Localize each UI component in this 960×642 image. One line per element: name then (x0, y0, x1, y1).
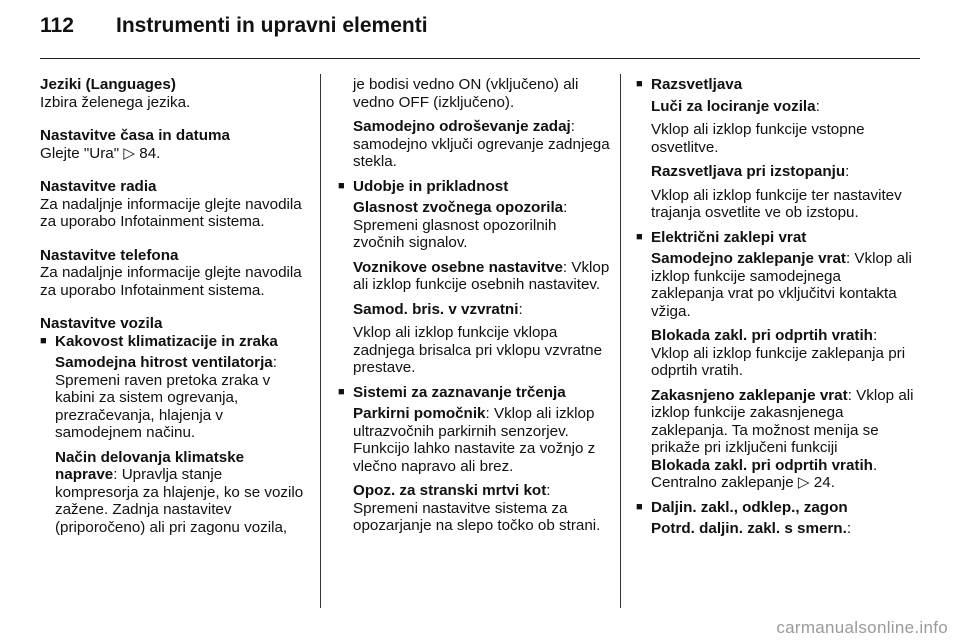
item-colon: : (518, 300, 523, 318)
column-divider (320, 74, 321, 608)
item-colon: : (845, 163, 850, 180)
item-exit-lighting (636, 163, 914, 222)
item-text: : Vklop ali izklop funkcije samodejnega zaklepanja vrat po vključitvi kontakta vžiga. (651, 250, 912, 320)
item-title: Opoz. za stranski mrtvi kot (353, 482, 547, 499)
section-title: Nastavitve časa in datuma (40, 127, 230, 144)
column-3 (636, 76, 914, 545)
chapter-title: Instrumenti in upravni elementi (116, 14, 428, 37)
page-header (40, 14, 428, 50)
bullet-door-locks: ■ Električni zaklepi vrat (636, 229, 914, 247)
item-chime-volume (338, 199, 610, 252)
item-fan-speed (40, 354, 308, 442)
page-number: 112 (40, 14, 74, 37)
item-continued: je bodisi vedno ON (vključeno) ali vedno OFF (izključeno). (353, 76, 579, 111)
item-text: : Spremeni raven pretoka zraka v kabini za sistem ogrevanja, prezračevanja, hlajenja v samodejnem načinu. (55, 354, 277, 441)
section-radio (40, 178, 308, 231)
section-text: Za nadaljnje informacije glejte navodila za uporabo Infotainment sistema. (40, 264, 302, 299)
section-title: Nastavitve telefona (40, 246, 179, 264)
column-1 (40, 76, 308, 543)
item-title: Način delovanja klimatske naprave (55, 448, 245, 483)
item-rear-wiper (338, 301, 610, 377)
section-text: Za nadaljnje informacije glejte navodila za uporabo Infotainment sistema. (40, 195, 302, 230)
item-text: : Vklop ali izklop ultrazvočnih parkirnih senzorjev. Funkcijo lahko nastavite za vožnjo z vlečno napravo ali brez. (353, 405, 596, 475)
section-phone (40, 247, 308, 300)
item-ref-dot: . (872, 456, 878, 474)
item-ac-mode (40, 449, 308, 537)
item-text: Vklop ali izklop funkcije ter nastavitev trajanja osvetlite ve ob izstopu. (651, 186, 902, 221)
section-vehicle (40, 315, 308, 536)
bullet-collision: ■ Sistemi za zaznavanje trčenja (338, 384, 610, 402)
item-remote-confirm (636, 520, 914, 538)
column-2 (338, 76, 610, 542)
item-title: Parkirni pomočnik (353, 405, 486, 422)
item-title: Samodejno zaklepanje vrat (651, 250, 846, 267)
item-title: Samodejna hitrost ventilatorja (55, 354, 273, 371)
item-title: Potrd. daljin. zakl. s smern. (651, 520, 847, 537)
item-title: Voznikove osebne nastavitve (353, 258, 563, 276)
item-title: Luči za lociranje vozila (651, 97, 816, 115)
item-text: : Vklop ali izklop funkcije zaklepanja pri odprtih vratih. (651, 327, 906, 379)
item-text: Vklop ali izklop funkcije vstopne osvetlitve. (651, 121, 865, 156)
watermark: carmanualsonline.info (776, 618, 948, 637)
item-cross-reference: Centralno zaklepanje ▷ 24. (651, 474, 835, 491)
item-ref-title: Blokada zakl. pri odprtih vratih (651, 456, 873, 474)
item-colon: : (815, 97, 820, 115)
item-rear-defog (338, 118, 610, 171)
bullet-comfort: ■ Udobje in prikladnost (338, 178, 610, 196)
header-rule (40, 58, 920, 59)
item-text: : samodejno vključi ogrevanje zadnjega stekla. (353, 118, 610, 170)
item-open-door-lockout (636, 327, 914, 380)
item-title: Glasnost zvočnega opozorila (353, 199, 564, 216)
item-text: : Vklop ali izklop funkcije zakasnjenega zaklepanja. Ta možnost menija se prikaže pri izključeni funkciji (651, 386, 914, 456)
section-text: Izbira želenega jezika. (40, 93, 191, 111)
section-languages (40, 76, 308, 111)
item-text: : Spremeni glasnost opozorilnih zvočnih signalov. (353, 199, 568, 251)
item-driver-settings (338, 259, 610, 294)
item-text: Vklop ali izklop funkcije vklopa zadnjega brisalca pri vklopu vzvratne prestave. (353, 324, 603, 376)
item-delayed-lock (636, 387, 914, 492)
item-text: : Spremeni nastavitve sistema za opozarjanje na slepo točko ob strani. (353, 482, 601, 534)
item-auto-lock (636, 250, 914, 320)
section-title: Nastavitve radia (40, 178, 157, 195)
section-time (40, 127, 308, 162)
item-locator-lights (636, 98, 914, 157)
bullet-lighting: ■ Razsvetljava (636, 76, 914, 94)
item-colon: : (846, 520, 852, 537)
section-text: Glejte "Ura" ▷ 84. (40, 144, 161, 162)
section-title: Jeziki (Languages) (40, 76, 176, 93)
column-divider (620, 74, 621, 608)
item-title: Samodejno odroševanje zadaj (353, 118, 571, 135)
item-park-assist (338, 405, 610, 475)
item-title: Zakasnjeno zaklepanje vrat (651, 386, 848, 404)
item-blind-zone (338, 482, 610, 535)
item-title: Samod. bris. v vzvratni (353, 300, 519, 318)
item-title: Blokada zakl. pri odprtih vratih (651, 327, 873, 344)
item-title: Razsvetljava pri izstopanju (651, 163, 846, 180)
item-text: : Vklop ali izklop funkcije osebnih nastavitev. (353, 258, 610, 293)
section-title: Nastavitve vozila (40, 315, 163, 332)
item-text: : Upravlja stanje kompresorja za hlajenje, ko se vozilo zažene. Zadnja nastavitev (priporočeno) ali pri zagonu vozila, (55, 466, 304, 536)
bullet-climate: ■ Kakovost klimatizacije in zraka (40, 333, 308, 351)
bullet-remote: ■ Daljin. zakl., odklep., zagon (636, 499, 914, 517)
